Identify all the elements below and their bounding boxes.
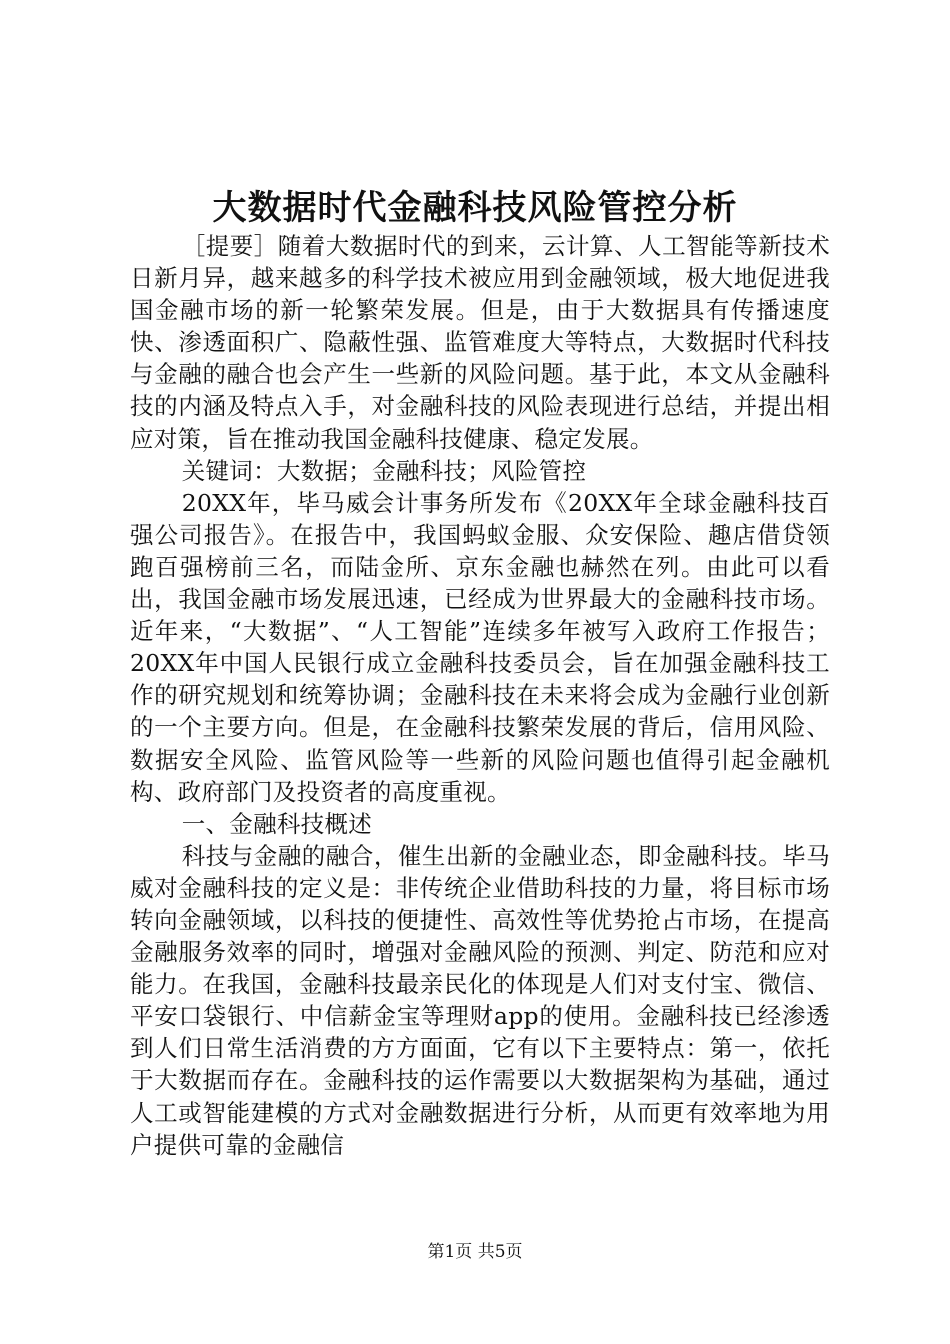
page-number-footer: 第1页 共5页 bbox=[427, 1242, 523, 1262]
section-heading: 一、金融科技概述 bbox=[181, 809, 373, 838]
section-paragraph: 科技与金融的融合，催生出新的金融业态，即金融科技。毕马威对金融科技的定义是：非传统企业借助科技的力量，将目标市场转向金融领域，以科技的便捷性、高效性等优势抢占市场，在提高金融服务效率的同时，增强对金融风险的预测、判定、防范和应对能力。在我国，金融科技最亲民化的体现是人们对支付宝、微信、平安口袋银行、中信薪金宝等理财app的使用。金融科技已经渗透到人们日常生活消费的方方面面，它有以下主要特点：第一，依托于大数据而存在。金融科技的运作需要以大数据架构为基础，通过人工或智能建模的方式对金融数据进行分析，从而更有效率地为用户提供可靠的金融信 bbox=[130, 841, 830, 1159]
document-title: 大数据时代金融科技风险管控分析 bbox=[212, 188, 738, 228]
abstract-paragraph: ［提要］随着大数据时代的到来，云计算、人工智能等新技术日新月异，越来越多的科学技术被应用到金融领域，极大地促进我国金融市场的新一轮繁荣发展。但是，由于大数据具有传播速度快、渗透面积广、隐蔽性强、监管难度大等特点，大数据时代科技与金融的融合也会产生一些新的风险问题。基于此，本文从金融科技的内涵及特点入手，对金融科技的风险表现进行总结，并提出相应对策，旨在推动我国金融科技健康、稳定发展。 bbox=[130, 232, 830, 453]
intro-paragraph: 20XX年，毕马威会计事务所发布《20XX年全球金融科技百强公司报告》。在报告中，我国蚂蚁金服、众安保险、趣店借贷领跑百强榜前三名，而陆金所、京东金融也赫然在列。由此可以看出，我国金融市场发展迅速，已经成为世界最大的金融科技市场。近年来，“大数据”、“人工智能”连续多年被写入政府工作报告；20XX年中国人民银行成立金融科技委员会，旨在加强金融科技工作的研究规划和统筹协调；金融科技在未来将会成为金融行业创新的一个主要方向。但是，在金融科技繁荣发展的背后，信用风险、数据安全风险、监管风险等一些新的风险问题也值得引起金融机构、政府部门及投资者的高度重视。 bbox=[130, 488, 830, 806]
keywords-paragraph: 关键词：大数据；金融科技；风险管控 bbox=[181, 456, 587, 485]
document-body bbox=[130, 230, 830, 1161]
